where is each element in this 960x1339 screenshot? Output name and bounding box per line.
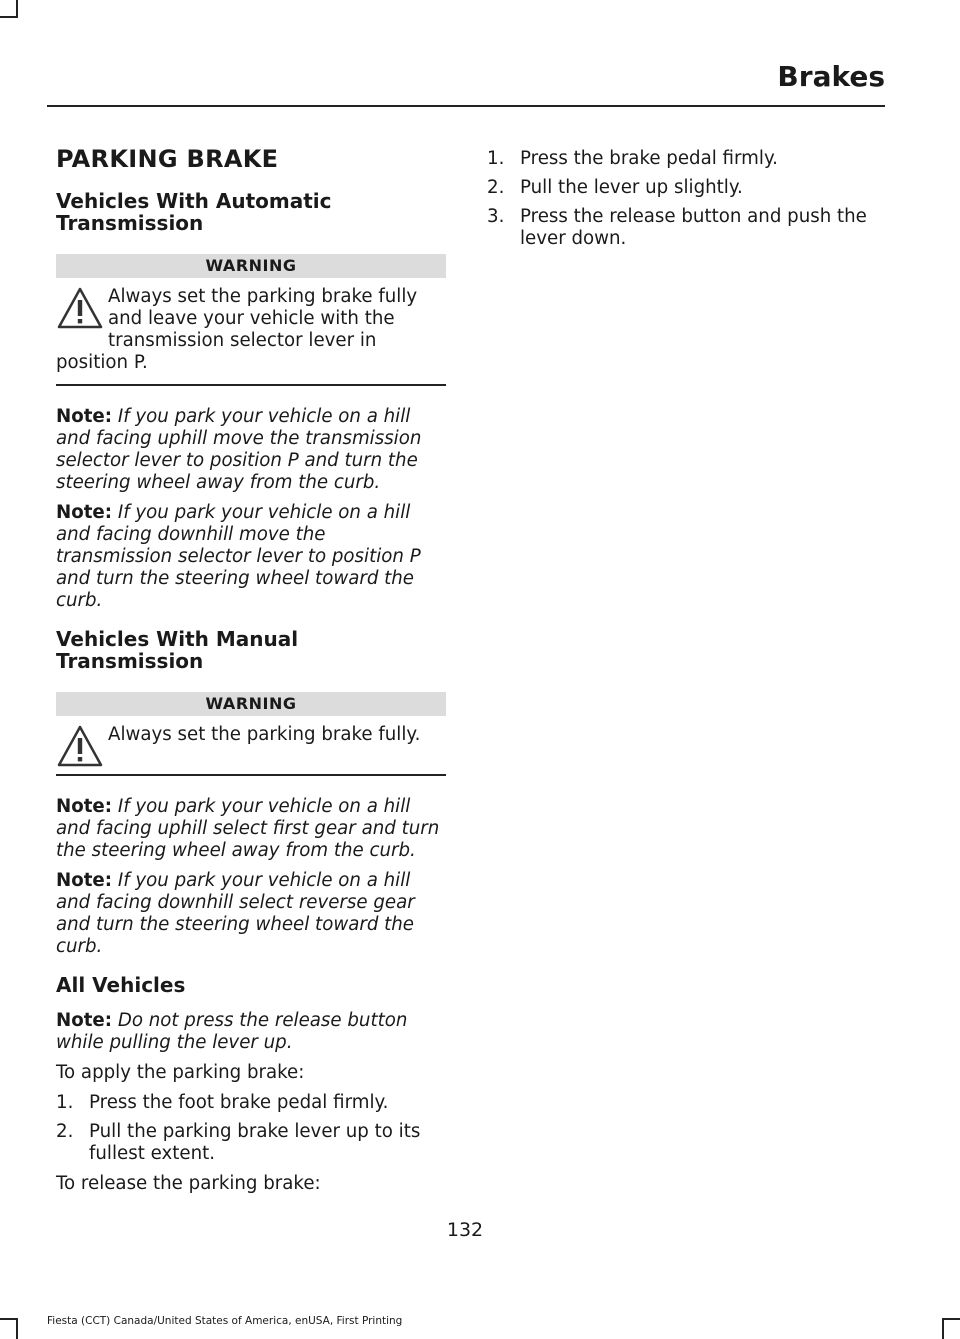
list-item	[487, 177, 887, 199]
note	[56, 502, 446, 612]
warning-box	[56, 286, 446, 386]
page-header-title: Brakes	[777, 60, 885, 93]
right-column	[487, 148, 887, 258]
step-text: Pull the parking brake lever up to its fullest extent.	[89, 1121, 421, 1164]
step-number: 2.	[487, 177, 505, 198]
list-item	[56, 1092, 446, 1114]
footer-text: Fiesta (CCT) Canada/United States of America, enUSA, First Printing	[47, 1315, 403, 1327]
step-text: Press the brake pedal firmly.	[520, 148, 778, 169]
warning-header: WARNING	[56, 254, 446, 278]
note	[56, 870, 446, 958]
step-text: Pull the lever up slightly.	[520, 177, 743, 198]
header-rule	[47, 105, 885, 107]
warning-triangle-icon	[56, 724, 104, 768]
note-label: Note:	[56, 870, 113, 891]
note-text: If you park your vehicle on a hill and facing uphill select first gear and turn the steering wheel away from the curb.	[56, 796, 440, 861]
note-label: Note:	[56, 406, 113, 427]
release-intro: To release the parking brake:	[56, 1173, 321, 1194]
section-title: PARKING BRAKE	[56, 145, 279, 173]
step-number: 1.	[487, 148, 505, 169]
list-item	[487, 206, 887, 250]
note	[56, 1010, 446, 1054]
note-text: If you park your vehicle on a hill and facing downhill select reverse gear and turn the steering wheel toward the curb.	[56, 870, 415, 957]
note-text: If you park your vehicle on a hill and facing uphill move the transmission selector lever to position P and turn the steering wheel away from the curb.	[56, 406, 422, 493]
list-item	[56, 1121, 446, 1165]
note-label: Note:	[56, 796, 113, 817]
note	[56, 796, 446, 862]
heading-all-vehicles: All Vehicles	[56, 973, 186, 997]
warning-text: Always set the parking brake fully.	[108, 724, 421, 745]
apply-intro: To apply the parking brake:	[56, 1062, 305, 1083]
warning-box	[56, 724, 446, 776]
crop-mark-top-left	[0, 0, 18, 18]
note-text: If you park your vehicle on a hill and facing downhill move the transmission selector lever to position P and turn the steering wheel toward the curb.	[56, 502, 421, 611]
page-number: 132	[446, 1219, 484, 1241]
note-text: Do not press the release button while pulling the lever up.	[56, 1010, 408, 1053]
apply-steps	[56, 1092, 446, 1165]
warning-triangle-icon	[56, 286, 104, 330]
left-column	[56, 146, 446, 1203]
step-number: 1.	[56, 1092, 74, 1113]
step-number: 3.	[487, 206, 505, 227]
step-text: Press the foot brake pedal firmly.	[89, 1092, 389, 1113]
warning-header: WARNING	[56, 692, 446, 716]
note-label: Note:	[56, 1010, 113, 1031]
heading-automatic-transmission: Vehicles With Automatic Transmission	[56, 189, 332, 235]
crop-mark-bottom-left	[0, 1318, 18, 1339]
warning-text: Always set the parking brake fully and leave your vehicle with the transmission selector lever in position P.	[56, 286, 418, 373]
heading-manual-transmission: Vehicles With Manual Transmission	[56, 627, 299, 673]
list-item	[487, 148, 887, 170]
step-number: 2.	[56, 1121, 74, 1142]
crop-mark-bottom-right	[942, 1318, 960, 1339]
note	[56, 406, 446, 494]
note-label: Note:	[56, 502, 113, 523]
step-text: Press the release button and push the lever down.	[520, 206, 867, 249]
release-steps	[487, 148, 887, 250]
